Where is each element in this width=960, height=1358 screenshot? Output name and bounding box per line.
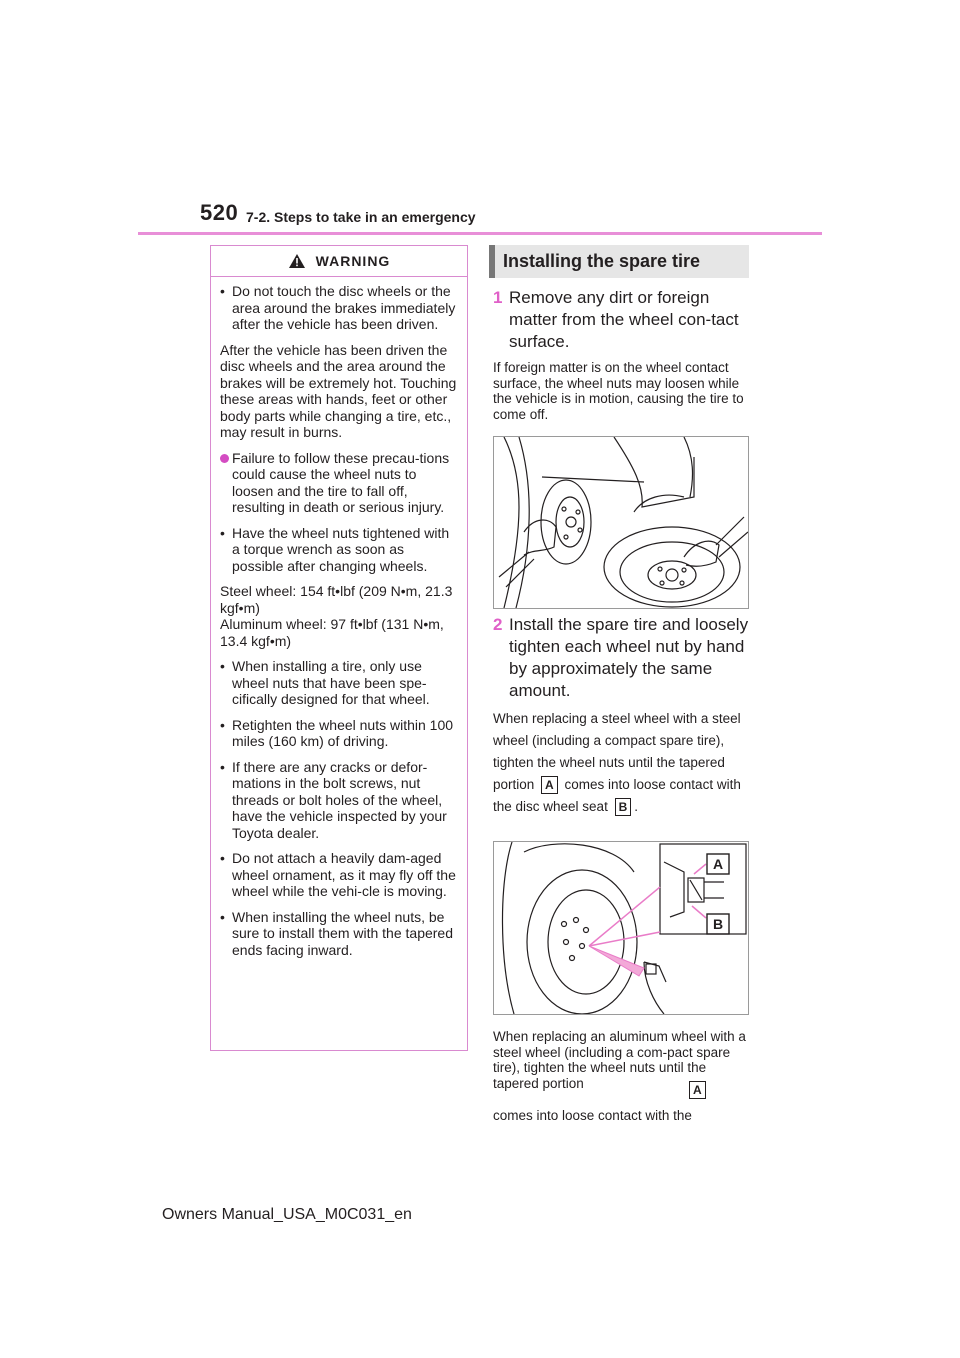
figure-label-b: B xyxy=(712,916,724,932)
warning-title: WARNING xyxy=(315,253,391,269)
warning-item-tapered: • When installing the wheel nuts, be sure to install them with the tapered ends facing inward. xyxy=(220,908,454,958)
figure-tighten-nuts xyxy=(493,841,749,1015)
install-heading: Installing the spare tire xyxy=(489,245,749,278)
bullet-icon: • xyxy=(220,658,225,674)
circle-bullet-icon xyxy=(220,454,229,463)
bullet-icon: • xyxy=(220,758,225,775)
warning-item-torque: • Have the wheel nuts tightened with a torque wrench as soon as possible after changing wheels. xyxy=(220,524,450,574)
bullet-icon: • xyxy=(220,283,225,299)
note-foreign-matter: If foreign matter is on the wheel contact surface, the wheel nuts may loosen while the vehicle is in motion, causing the tire to come off. xyxy=(493,360,744,422)
page-number: 520 xyxy=(200,200,239,225)
bullet-icon: • xyxy=(220,716,225,733)
warning-box xyxy=(210,245,468,1051)
step-2 xyxy=(493,614,753,702)
tag-a: A xyxy=(541,776,558,794)
warning-para-burns: After the vehicle has been driven the disc wheels and the area around the brakes will be extremely hot. Touching these areas with hands, feet or other body parts while changing a tire, etc., may result in burns. xyxy=(220,341,457,440)
bullet-icon: • xyxy=(220,524,225,541)
warning-item-failure: Failure to follow these precau-tions could cause the wheel nuts to loosen and the tire to fall off, resulting in death or serious injury. xyxy=(220,450,459,516)
figure-clean-contact-surface xyxy=(493,436,749,609)
note-aluminum-wheel: When replacing an aluminum wheel with a steel wheel (including a com-pact spare tire), tighten the wheel nuts until the tapered portion xyxy=(493,1029,746,1091)
step-1-text: Remove any dirt or foreign matter from the wheel con-tact surface. xyxy=(509,288,739,351)
step-2-number: 2 xyxy=(493,615,503,634)
tighten-nuts-illustration xyxy=(494,842,748,1014)
torque-aluminum: Aluminum wheel: 97 ft•lbf (131 N•m, 13.4 kgf•m) xyxy=(220,616,444,649)
step-2-text: Install the spare tire and loosely tighten each wheel nut by hand by approximately the same amount. xyxy=(509,615,749,700)
warning-triangle-icon xyxy=(288,253,306,269)
torque-steel: Steel wheel: 154 ft•lbf (209 N•m, 21.3 kgf•m) xyxy=(220,583,453,616)
warning-item-cracks: • If there are any cracks or defor-mations in the bolt screws, nut threads or bolt holes of the wheel, have the vehicle inspected by your Toyota dealer. xyxy=(220,758,447,841)
bullet-icon: • xyxy=(220,850,225,866)
note-aluminum-wheel-cont: comes into loose contact with the xyxy=(493,1108,692,1123)
warning-item-hot-brakes: • Do not touch the disc wheels or the area around the brakes immediately after the vehicle has been driven. xyxy=(220,283,456,332)
tag-a-aluminum: A xyxy=(689,1081,706,1099)
warning-body xyxy=(211,277,467,958)
note-aluminum-wheel-tag xyxy=(493,1078,755,1102)
warning-item-ornament: • Do not attach a heavily dam-aged wheel ornament, as it may fly off the wheel while the vehi-cle is moving. xyxy=(220,850,456,899)
bullet-icon: • xyxy=(220,908,225,925)
torque-specs xyxy=(220,583,459,649)
note-steel-wheel: When replacing a steel wheel with a steel wheel (including a compact spare tire), tighten the wheel nuts until the tapered portion A comes into loose contact with the disc wheel seat B . xyxy=(493,711,741,815)
footer-doc-id: Owners Manual_USA_M0C031_en xyxy=(162,1206,412,1223)
warning-item-wheel-nuts: • When installing a tire, only use wheel nuts that have been spe-cifically designed for that wheel. xyxy=(220,658,430,707)
warning-item-retighten: • Retighten the wheel nuts within 100 miles (160 km) of driving. xyxy=(220,716,454,749)
figure-label-a: A xyxy=(712,856,724,872)
clean-surface-illustration xyxy=(494,437,748,608)
tag-b: B xyxy=(615,798,632,816)
step-1-number: 1 xyxy=(493,288,503,307)
header-rule xyxy=(138,232,822,235)
section-title: 7-2. Steps to take in an emergency xyxy=(246,209,476,225)
warning-header xyxy=(211,246,467,277)
step-1 xyxy=(493,287,753,353)
